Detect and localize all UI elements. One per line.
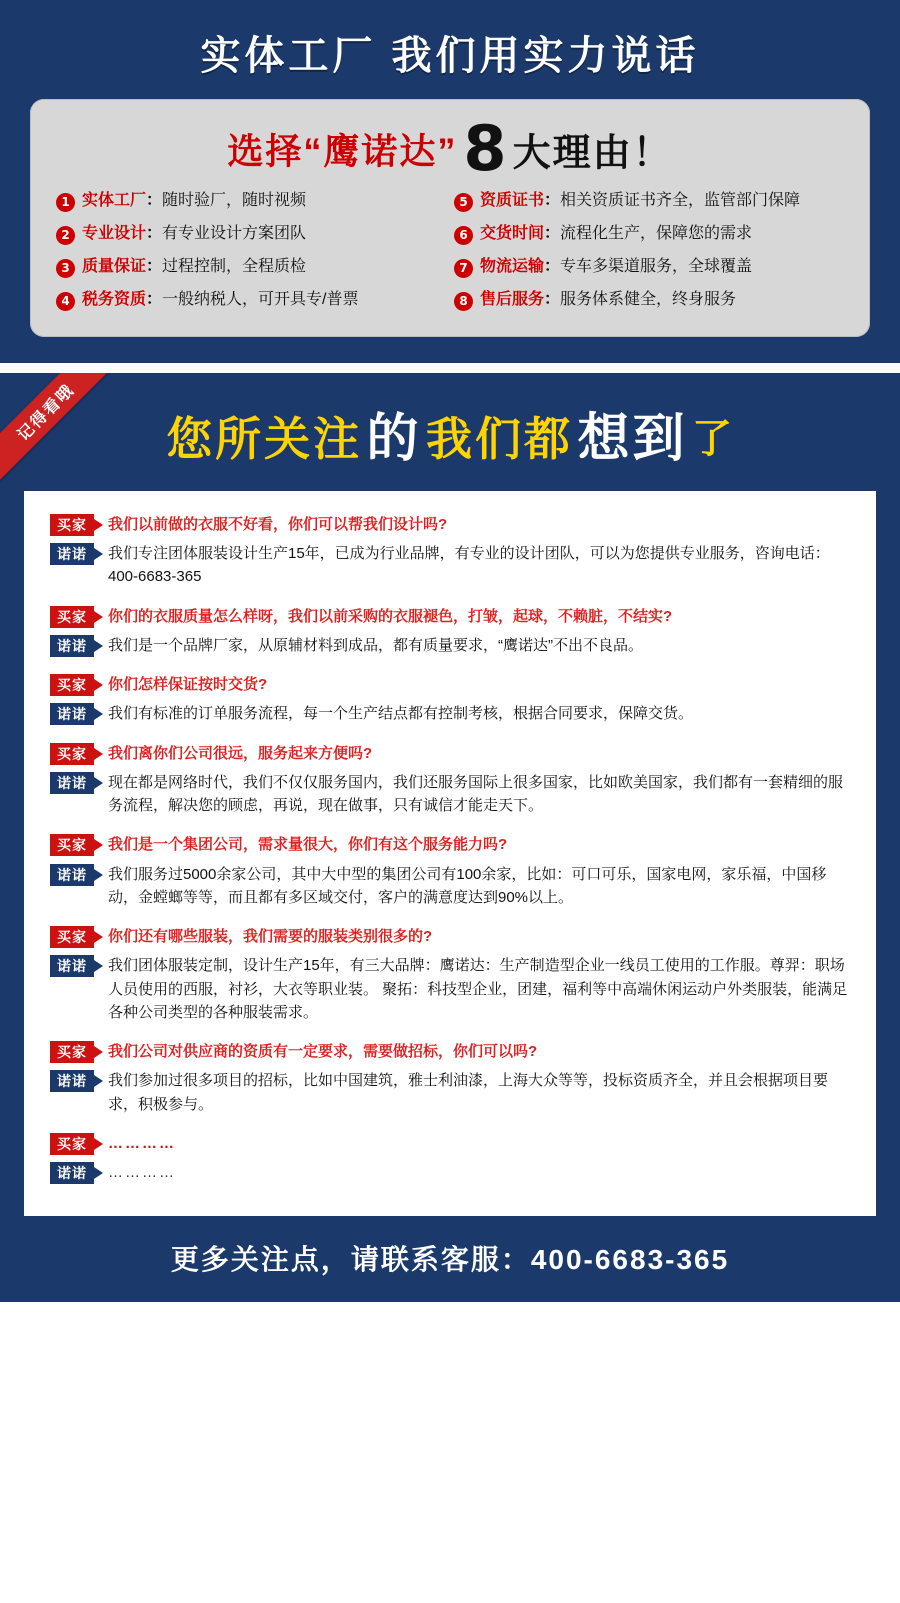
buyer-tag: 买家 xyxy=(50,674,94,696)
title-part-2: 的 xyxy=(366,409,422,468)
buyer-tag: 买家 xyxy=(50,606,94,628)
faq-answer-line xyxy=(50,863,850,910)
reply-tag: 诺诺 xyxy=(50,772,94,794)
faq-question-text: 我们离你们公司很远，服务起来方便吗? xyxy=(108,744,373,762)
reason-number-badge: 4 xyxy=(56,292,75,311)
reason-text: 过程控制，全程质检 xyxy=(162,257,307,275)
reason-text: 有专业设计方案团队 xyxy=(162,224,307,242)
faq-answer-text: 我们是一个品牌厂家，从原辅材料到成品，都有质量要求，“鹰诺达”不出不良品。 xyxy=(108,636,643,654)
contact-footer: 更多关注点，请联系客服：400-6683-365 xyxy=(170,1244,730,1276)
faq-question-text: 你们怎样保证按时交货? xyxy=(108,676,268,694)
reason-number-badge: 6 xyxy=(454,226,473,245)
section-divider xyxy=(0,363,900,373)
reason-number-badge: 5 xyxy=(454,193,473,212)
faq-answer-line xyxy=(50,702,850,725)
faq-question-text: 你们还有哪些服装，我们需要的服装类别很多的? xyxy=(108,928,433,946)
reason-item xyxy=(56,191,446,212)
reason-title: 专业设计 xyxy=(82,224,147,242)
faq-question-line xyxy=(50,513,850,536)
reason-title: 税务资质 xyxy=(82,290,147,308)
section1-banner-title: 实体工厂 我们用实力说话 xyxy=(200,34,700,78)
faq-answer-text: ………… xyxy=(108,1164,176,1182)
reason-title: 售后服务 xyxy=(480,290,545,308)
faq-question-text: 我们以前做的衣服不好看，你们可以帮我们设计吗? xyxy=(108,515,448,533)
reason-item xyxy=(454,290,844,311)
reason-text: 服务体系健全，终身服务 xyxy=(560,290,737,308)
faq-answer-line xyxy=(50,1161,850,1184)
corner-ribbon: 记得看哦 xyxy=(0,373,117,483)
buyer-tag: 买家 xyxy=(50,834,94,856)
reason-colon: ： xyxy=(146,191,163,209)
title-part-3: 我们都 xyxy=(426,412,573,465)
reason-colon: ： xyxy=(544,191,561,209)
faq-answer-text: 我们有标准的订单服务流程，每一个生产结点都有控制考核，根据合同要求，保障交货。 xyxy=(108,705,694,723)
title-part-4: 想到 xyxy=(577,409,688,468)
heading-red-part: 选择“鹰诺达” xyxy=(227,130,458,172)
faq-question-line xyxy=(50,673,850,696)
reasons-grid xyxy=(56,191,844,311)
faq-answer-line xyxy=(50,954,850,1024)
faq-question-line xyxy=(50,1040,850,1063)
reply-tag: 诺诺 xyxy=(50,1070,94,1092)
faq-item xyxy=(50,833,850,909)
reason-number-badge: 1 xyxy=(56,193,75,212)
faq-item xyxy=(50,513,850,589)
faq-answer-text: 我们参加过很多项目的招标，比如中国建筑，雅士利油漆，上海大众等等，投标资质齐全，并且会根据项目要求，积极参与。 xyxy=(108,1072,829,1113)
reason-item xyxy=(454,224,844,245)
faq-item xyxy=(50,742,850,818)
reason-number-badge: 8 xyxy=(454,292,473,311)
reply-tag: 诺诺 xyxy=(50,864,94,886)
faq-question-line xyxy=(50,605,850,628)
faq-section xyxy=(0,373,900,1303)
faq-question-text: 你们的衣服质量怎么样呀，我们以前采购的衣服褪色，打皱，起球，不赖脏，不结实? xyxy=(108,607,673,625)
reason-text: 流程化生产，保障您的需求 xyxy=(560,224,753,242)
faq-question-text: 我们是一个集团公司，需求量很大，你们有这个服务能力吗? xyxy=(108,836,508,854)
reason-colon: ： xyxy=(146,224,163,242)
reason-colon: ： xyxy=(544,257,561,275)
heading-big-number: 8 xyxy=(463,112,507,185)
reply-tag: 诺诺 xyxy=(50,955,94,977)
reason-title: 资质证书 xyxy=(480,191,545,209)
faq-answer-text: 我们服务过5000余家公司，其中大中型的集团公司有100余家，比如：可口可乐，国家电网，家乐福，中国移动，金螳螂等等，而且都有多区域交付，客户的满意度达到90%以上。 xyxy=(108,865,827,906)
reason-title: 物流运输 xyxy=(480,257,545,275)
faq-item xyxy=(50,605,850,658)
faq-item xyxy=(50,925,850,1024)
reason-title: 质量保证 xyxy=(82,257,147,275)
faq-answer-text: 我们专注团体服装设计生产15年，已成为行业品牌，有专业的设计团队，可以为您提供专业服务，咨询电话：400-6683-365 xyxy=(108,545,830,586)
reason-number-badge: 3 xyxy=(56,259,75,278)
reason-text: 相关资质证书齐全，监管部门保障 xyxy=(560,191,801,209)
reason-text: 随时验厂，随时视频 xyxy=(162,191,307,209)
faq-question-line xyxy=(50,742,850,765)
buyer-tag: 买家 xyxy=(50,743,94,765)
faq-answer-line xyxy=(50,1069,850,1116)
reason-number-badge: 7 xyxy=(454,259,473,278)
faq-question-text: ………… xyxy=(108,1134,176,1152)
faq-question-line xyxy=(50,925,850,948)
eight-reasons-box xyxy=(30,99,870,337)
reason-item xyxy=(454,257,844,278)
reason-title: 交货时间 xyxy=(480,224,545,242)
reply-tag: 诺诺 xyxy=(50,703,94,725)
title-part-1: 您所关注 xyxy=(166,412,363,465)
reason-colon: ： xyxy=(544,224,561,242)
reason-text: 一般纳税人，可开具专/普票 xyxy=(162,290,359,308)
faq-answer-line xyxy=(50,542,850,589)
buyer-tag: 买家 xyxy=(50,926,94,948)
reason-text: 专车多渠道服务，全球覆盖 xyxy=(560,257,753,275)
faq-answer-line xyxy=(50,771,850,818)
heading-black-part: 大理由！ xyxy=(512,132,673,175)
faq-section-title xyxy=(0,399,900,491)
reason-item xyxy=(56,290,446,311)
faq-item xyxy=(50,673,850,726)
faq-question-line xyxy=(50,833,850,856)
reason-item xyxy=(56,257,446,278)
factory-strength-section xyxy=(0,0,900,363)
reason-colon: ： xyxy=(146,257,163,275)
title-part-5: 了 xyxy=(691,416,734,461)
reason-colon: ： xyxy=(544,290,561,308)
reply-tag: 诺诺 xyxy=(50,543,94,565)
eight-reasons-heading xyxy=(56,112,844,185)
reason-item xyxy=(56,224,446,245)
reason-colon: ： xyxy=(146,290,163,308)
reply-tag: 诺诺 xyxy=(50,1162,94,1184)
faq-answer-text: 现在都是网络时代，我们不仅仅服务国内，我们还服务国际上很多国家，比如欧美国家，我们都有一套精细的服务流程，解决您的顾虑，再说，现在做事，只有诚信才能走天下。 xyxy=(108,773,844,815)
reason-number-badge: 2 xyxy=(56,226,75,245)
faq-question-text: 我们公司对供应商的资质有一定要求，需要做招标，你们可以吗? xyxy=(108,1043,538,1061)
faq-item xyxy=(50,1132,850,1185)
reason-item xyxy=(454,191,844,212)
faq-list xyxy=(24,491,876,1217)
faq-answer-line xyxy=(50,634,850,657)
faq-answer-text: 我们团体服装定制，设计生产15年，有三大品牌：鹰诺达：生产制造型企业一线员工使用的工作服。尊羿：职场人员使用的西服，衬衫，大衣等职业装。 聚拓：科技型企业，团建，福利等中高端休闲运动户外类服装，能满足各种公司类型的各种服装需求。 xyxy=(108,957,848,1021)
faq-question-line xyxy=(50,1132,850,1155)
buyer-tag: 买家 xyxy=(50,1041,94,1063)
buyer-tag: 买家 xyxy=(50,514,94,536)
buyer-tag: 买家 xyxy=(50,1133,94,1155)
reply-tag: 诺诺 xyxy=(50,635,94,657)
faq-item xyxy=(50,1040,850,1116)
reason-title: 实体工厂 xyxy=(82,191,147,209)
